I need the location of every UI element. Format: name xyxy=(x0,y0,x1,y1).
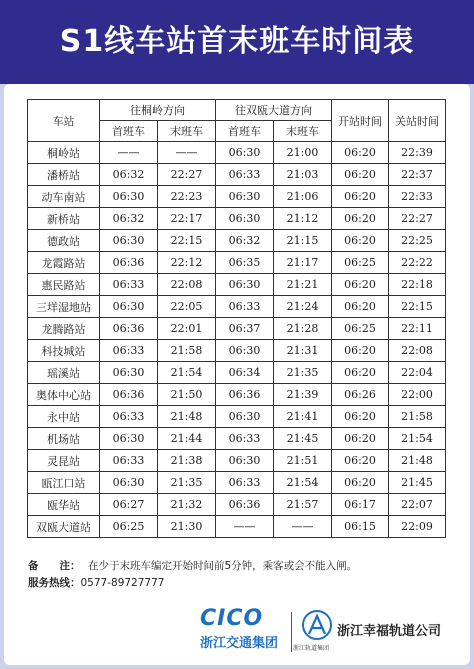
time-cell: 21:30 xyxy=(158,516,216,538)
hotline-line xyxy=(28,575,448,592)
time-cell: 06:30 xyxy=(216,340,274,362)
time-cell: 06:20 xyxy=(332,142,389,164)
table-row xyxy=(28,252,446,274)
direction-shuangou-header: 往双瓯大道方向 xyxy=(216,100,332,121)
time-cell: 21:12 xyxy=(274,208,332,230)
time-cell: 21:17 xyxy=(274,252,332,274)
timetable xyxy=(27,99,446,538)
station-name: 龙腾路站 xyxy=(28,318,100,340)
last-train-header: 末班车 xyxy=(158,121,216,142)
table-row xyxy=(28,340,446,362)
company-name: 浙江幸福轨道公司 xyxy=(337,624,442,639)
time-cell: 21:41 xyxy=(274,406,332,428)
time-cell: 06:37 xyxy=(216,318,274,340)
time-cell: 21:03 xyxy=(274,164,332,186)
hotline-label: 服务热线： xyxy=(28,577,81,589)
time-cell: 22:11 xyxy=(389,318,446,340)
station-name: 瓯华站 xyxy=(28,494,100,516)
station-name: 三垟湿地站 xyxy=(28,296,100,318)
time-cell: 06:33 xyxy=(100,340,158,362)
rail-group-label: 浙江轨道集团 xyxy=(293,645,330,652)
cico-logo: CICO xyxy=(200,606,264,631)
table-row xyxy=(28,450,446,472)
time-cell: 22:27 xyxy=(158,164,216,186)
time-cell: 06:32 xyxy=(216,230,274,252)
time-cell: 22:08 xyxy=(389,340,446,362)
time-cell: 22:23 xyxy=(158,186,216,208)
time-cell: 21:15 xyxy=(274,230,332,252)
time-cell: 21:54 xyxy=(389,428,446,450)
direction-tongling-header: 往桐岭方向 xyxy=(100,100,216,121)
station-name: 潘桥站 xyxy=(28,164,100,186)
time-cell: 21:57 xyxy=(274,494,332,516)
time-cell: 06:17 xyxy=(332,494,389,516)
time-cell: 06:30 xyxy=(216,274,274,296)
time-cell: 22:27 xyxy=(389,208,446,230)
time-cell: 06:20 xyxy=(332,186,389,208)
time-cell: 06:30 xyxy=(100,362,158,384)
station-name: 双瓯大道站 xyxy=(28,516,100,538)
time-cell: 06:36 xyxy=(216,494,274,516)
time-cell: 22:39 xyxy=(389,142,446,164)
remark-line xyxy=(28,558,448,575)
time-cell: 21:58 xyxy=(389,406,446,428)
station-name: 永中站 xyxy=(28,406,100,428)
time-cell: 06:20 xyxy=(332,472,389,494)
time-cell: 22:15 xyxy=(389,296,446,318)
time-cell: 06:20 xyxy=(332,362,389,384)
station-name: 桐岭站 xyxy=(28,142,100,164)
last-train-header: 末班车 xyxy=(274,121,332,142)
time-cell: 21:21 xyxy=(274,274,332,296)
time-cell: 06:33 xyxy=(216,164,274,186)
time-cell: 06:20 xyxy=(332,230,389,252)
table-row xyxy=(28,362,446,384)
time-cell: 06:27 xyxy=(100,494,158,516)
table-row xyxy=(28,472,446,494)
time-cell: 21:06 xyxy=(274,186,332,208)
time-cell: 21:48 xyxy=(158,406,216,428)
station-name: 惠民路站 xyxy=(28,274,100,296)
time-cell: 21:39 xyxy=(274,384,332,406)
time-cell: 21:00 xyxy=(274,142,332,164)
time-cell: 21:44 xyxy=(158,428,216,450)
time-cell: 06:33 xyxy=(100,450,158,472)
time-cell: 22:04 xyxy=(389,362,446,384)
close-time-header: 关站时间 xyxy=(389,100,446,142)
time-cell: —— xyxy=(216,516,274,538)
time-cell: 21:32 xyxy=(158,494,216,516)
remark-label: 备 注： xyxy=(28,560,81,572)
time-cell: 21:38 xyxy=(158,450,216,472)
hotline-text: 0577-89727777 xyxy=(80,577,165,589)
time-cell: 22:09 xyxy=(389,516,446,538)
time-cell: 22:37 xyxy=(389,164,446,186)
station-name: 瑶溪站 xyxy=(28,362,100,384)
time-cell: 06:25 xyxy=(332,318,389,340)
title-banner xyxy=(0,0,474,84)
table-row xyxy=(28,318,446,340)
time-cell: 06:30 xyxy=(100,428,158,450)
time-cell: 22:07 xyxy=(389,494,446,516)
table-row xyxy=(28,142,446,164)
time-cell: 06:35 xyxy=(216,252,274,274)
time-cell: 21:50 xyxy=(158,384,216,406)
station-name: 动车南站 xyxy=(28,186,100,208)
time-cell: 22:17 xyxy=(158,208,216,230)
time-cell: 22:18 xyxy=(389,274,446,296)
time-cell: 22:25 xyxy=(389,230,446,252)
table-row xyxy=(28,406,446,428)
time-cell: 06:33 xyxy=(100,406,158,428)
time-cell: 22:01 xyxy=(158,318,216,340)
time-cell: 06:20 xyxy=(332,450,389,472)
timetable-body xyxy=(28,142,446,538)
time-cell: 06:20 xyxy=(332,406,389,428)
table-row xyxy=(28,494,446,516)
time-cell: 06:20 xyxy=(332,164,389,186)
time-cell: 06:33 xyxy=(216,472,274,494)
station-name: 灵昆站 xyxy=(28,450,100,472)
time-cell: 06:32 xyxy=(100,164,158,186)
time-cell: 06:32 xyxy=(100,208,158,230)
table-row xyxy=(28,230,446,252)
table-row xyxy=(28,274,446,296)
time-cell: 21:35 xyxy=(158,472,216,494)
time-cell: 21:45 xyxy=(389,472,446,494)
station-name: 科技城站 xyxy=(28,340,100,362)
time-cell: 22:00 xyxy=(389,384,446,406)
time-cell: 06:30 xyxy=(216,208,274,230)
cico-subtitle: 浙江交通集团 xyxy=(200,636,279,651)
time-cell: —— xyxy=(274,516,332,538)
time-cell: 06:30 xyxy=(216,186,274,208)
time-cell: 06:30 xyxy=(100,186,158,208)
time-cell: 06:30 xyxy=(100,230,158,252)
table-row xyxy=(28,296,446,318)
table-row xyxy=(28,208,446,230)
time-cell: 06:36 xyxy=(216,384,274,406)
time-cell: 06:33 xyxy=(216,296,274,318)
time-cell: 06:30 xyxy=(216,406,274,428)
table-row xyxy=(28,164,446,186)
time-cell: 22:33 xyxy=(389,186,446,208)
time-cell: 21:58 xyxy=(158,340,216,362)
time-cell: 22:15 xyxy=(158,230,216,252)
time-cell: 06:20 xyxy=(332,208,389,230)
time-cell: 21:35 xyxy=(274,362,332,384)
time-cell: 21:45 xyxy=(274,428,332,450)
time-cell: 06:25 xyxy=(332,252,389,274)
logo-divider xyxy=(291,612,292,652)
time-cell: 06:30 xyxy=(216,450,274,472)
time-cell: 21:54 xyxy=(274,472,332,494)
time-cell: 22:22 xyxy=(389,252,446,274)
station-name: 奥体中心站 xyxy=(28,384,100,406)
open-time-header: 开站时间 xyxy=(332,100,389,142)
time-cell: 06:20 xyxy=(332,296,389,318)
time-cell: 06:36 xyxy=(100,252,158,274)
time-cell: 06:34 xyxy=(216,362,274,384)
time-cell: 22:05 xyxy=(158,296,216,318)
time-cell: —— xyxy=(100,142,158,164)
time-cell: 06:33 xyxy=(100,274,158,296)
time-cell: 06:20 xyxy=(332,340,389,362)
time-cell: 06:26 xyxy=(332,384,389,406)
time-cell: 06:20 xyxy=(332,428,389,450)
first-train-header: 首班车 xyxy=(100,121,158,142)
table-row xyxy=(28,384,446,406)
time-cell: 06:20 xyxy=(332,274,389,296)
station-name: 新桥站 xyxy=(28,208,100,230)
time-cell: 06:25 xyxy=(100,516,158,538)
station-name: 德政站 xyxy=(28,230,100,252)
time-cell: 06:30 xyxy=(100,472,158,494)
time-cell: 21:54 xyxy=(158,362,216,384)
rail-group-logo-icon xyxy=(297,608,337,648)
time-cell: 22:08 xyxy=(158,274,216,296)
time-cell: 06:36 xyxy=(100,318,158,340)
table-row xyxy=(28,186,446,208)
station-name: 机场站 xyxy=(28,428,100,450)
station-name: 龙霞路站 xyxy=(28,252,100,274)
page-title: S1线车站首末班车时间表 xyxy=(59,24,415,59)
time-cell: 21:24 xyxy=(274,296,332,318)
time-cell: 06:36 xyxy=(100,384,158,406)
time-cell: 21:51 xyxy=(274,450,332,472)
time-cell: 06:33 xyxy=(216,428,274,450)
time-cell: 21:31 xyxy=(274,340,332,362)
station-name: 瓯江口站 xyxy=(28,472,100,494)
time-cell: 21:28 xyxy=(274,318,332,340)
time-cell: 06:30 xyxy=(216,142,274,164)
first-train-header: 首班车 xyxy=(216,121,274,142)
time-cell: 06:30 xyxy=(100,296,158,318)
station-header: 车站 xyxy=(28,100,100,142)
time-cell: 06:15 xyxy=(332,516,389,538)
remark-text: 在少于末班车编定开始时间前5分钟，乘客或会不能入闸。 xyxy=(88,560,358,572)
table-row xyxy=(28,516,446,538)
time-cell: 21:48 xyxy=(389,450,446,472)
notes xyxy=(28,558,448,592)
time-cell: 22:12 xyxy=(158,252,216,274)
time-cell: —— xyxy=(158,142,216,164)
table-row xyxy=(28,428,446,450)
